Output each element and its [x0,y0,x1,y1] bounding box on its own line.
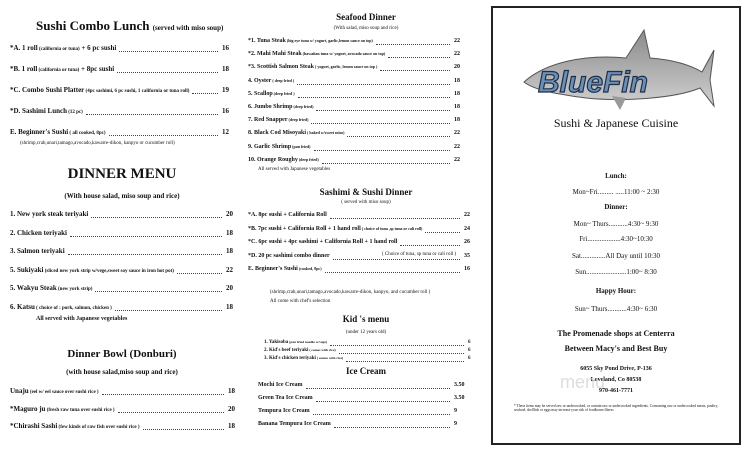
dinner-hours-title: Dinner: [604,203,628,211]
happy-hour-hours: Sun~ Thurs...........4:30~ 6:30 [574,305,658,313]
item-extra: + 6 pc sushi [79,44,117,52]
item-name: *Maguro ju [10,404,46,413]
item-name: 10. Orange Roughy [248,156,298,163]
item-extra: + 8pc sushi [79,65,115,73]
item-name: 6. Katsu [10,302,35,311]
dinner-item [10,266,174,274]
watermark: menu [560,372,606,392]
lunch-title: Lunch: [605,172,627,180]
item-name: 2. Chicken teriyaki [10,228,67,237]
phone-number: 970-461-7771 [599,388,633,394]
leader-dots [325,272,460,273]
item-name: *Chirashi Sashi [10,422,58,430]
item-name: 5. Wakyu Steak [10,284,57,292]
item-name: E. Beginner's Sushi [10,128,69,136]
seafood-subtitle: (With salad, miso soup and rice) [333,26,399,31]
leader-dots [346,361,464,362]
leader-dots [311,123,450,124]
leader-dots [388,57,450,58]
dinner-item [10,303,112,311]
leader-dots [298,97,450,98]
dinner-item [10,229,67,237]
item-description: ( choice of tuna ,sp tuna or cali roll) [360,225,423,231]
seafood-item [248,64,377,70]
item-description: (new york strip) [56,287,93,292]
item-name: *C. Combo Sushi Platter [10,86,85,94]
item-price: 26 [464,239,470,245]
item-price: 18 [454,90,460,97]
item-name: 9. Garlic Shrimp [248,143,292,150]
dinner-hours-2: Sat..............All Day until 10:30 [571,252,661,260]
item-description: (fresh raw tuna over sushi rice ) [45,407,115,413]
seafood-item [248,91,295,97]
item-price: 18 [454,77,460,84]
sashimi-note-c: ( Choice of tuna, sp tuna or cali roll ) [382,252,457,257]
item-description: (deep fried) [287,117,309,123]
seafood-item [248,78,294,84]
item-price: 22 [454,156,460,163]
combo-item [10,65,114,73]
item-price: 22 [454,38,460,44]
dinner-menu-title: DINNER MENU [67,166,177,182]
item-price: 20 [228,404,235,413]
leader-dots [380,70,450,71]
item-name: *B. 1 roll [10,65,38,73]
item-name: *C. 6pc sushi + 4pc sashimi + California Roll + 1 hand roll [248,239,398,245]
item-price: 6 [468,356,471,361]
sashimi-item [248,212,327,218]
item-description: (california or tuna) [37,47,80,52]
item-description: (12 pc) [67,110,83,115]
item-price: 20 [454,64,460,71]
item-price: 22 [464,212,470,218]
dinner-item [10,247,65,255]
leader-dots [334,427,450,428]
seafood-item [248,130,344,136]
logo [516,22,716,112]
icecream-item [258,421,331,427]
item-name: 1. New york steak teriyaki [10,210,89,218]
leader-dots [316,110,450,111]
item-description: (4pc sashimi, 6 pc sushi, 1 california or tuna roll) [84,89,190,94]
kids-item [264,356,343,361]
item-name: *3. Scottish Salmon Steak [248,64,315,71]
item-name: 3. Salmon teriyaki [10,247,65,255]
leader-dots [68,254,222,255]
item-price: 12 [222,128,229,136]
leader-dots [102,394,224,395]
item-price: 6 [468,348,471,353]
icecream-title: Ice Cream [345,366,387,376]
middle-panel [244,0,488,453]
happy-hour-title: Happy Hour: [595,287,637,295]
kids-item [264,348,336,353]
bowl-item [10,405,115,413]
combo-item [10,86,189,94]
leader-dots [313,414,450,415]
leader-dots [425,232,460,233]
item-price: 19 [222,86,229,94]
item-name: *2. Mahi Mahi Steak [248,51,302,58]
dinner-hours-1: Fri...................4:30~10:30 [579,235,653,243]
item-price: 22 [454,51,460,58]
item-description: ( yogurt, garlic, lemon sauce on top ) [314,64,378,70]
item-description: (pan fried noodle w/vege) [288,340,327,344]
dinner-hours-0: Mon~ Thurs...........4:30~ 9:30 [573,220,659,228]
item-name: 5. Sukiyaki [10,265,44,274]
dinner-hours-3: Sun.......................1:00~ 8:30 [575,268,657,276]
combo-subtitle: (served with miso soup) [152,24,224,32]
leader-dots [86,114,218,115]
item-name: 5. Scallop [248,90,273,97]
item-description: ( comes with rice) [308,348,336,352]
item-price: 22 [454,130,460,137]
leader-dots [119,51,218,52]
item-name: Unaju [10,387,29,395]
sashimi-title: Sashimi & Sushi Dinner [319,187,413,197]
seafood-item [248,51,385,57]
leader-dots [297,84,450,85]
combo-item [10,128,106,136]
leader-dots [400,245,460,246]
item-name: *A. 1 roll [10,44,38,52]
item-name: 3. Kid's chicken teriyaki [264,356,316,361]
sashimi-item [248,253,330,259]
fish-logo-icon [516,22,716,112]
sashimi-item [248,239,397,245]
seafood-item [248,104,313,110]
dinner-note: All served with Japanese vegetables [36,316,128,322]
sashimi-subtitle: ( served with miso soup) [341,200,391,205]
leader-dots [306,388,450,389]
icecream-item [258,408,310,414]
combo-note: (shrimp,crab,unari,tamago,avocado,kawarre-dikon, kanpyo or cucumber roll) [20,141,175,146]
bowl-title: Dinner Bowl (Donburi) [67,348,177,360]
dinner-menu-subtitle: (With house salad, miso soup and rice) [64,192,180,200]
item-price: 18 [228,387,235,395]
item-price: 16 [222,44,229,52]
item-price: 16 [222,107,229,115]
address-line-2: Loveland, Co 80538 [590,377,642,383]
leader-dots [70,236,222,237]
item-name: *D. Sashimi Lunch [10,107,67,115]
item-description: (eel w/ eel sauce over sushi rice ) [28,390,99,395]
item-name: 1. Yakisoba [264,340,289,345]
leader-dots [376,44,450,45]
icecream-item [258,395,313,401]
item-price: 16 [464,266,470,272]
sashimi-note: All come with chef's selection [270,299,331,304]
bowl-item [10,422,140,430]
seafood-item [248,157,319,163]
item-description: (sliced new york strip w/vege,sweet soy sauce in iron hot pot) [43,268,174,274]
bowl-item [10,387,99,395]
leader-dots [95,291,222,292]
item-name: *1. Tuna Steak [248,38,286,44]
item-description: (few kinds of raw fish over sushi rice ) [57,425,140,430]
kids-item [264,340,327,345]
item-price: 18 [226,228,233,237]
logo-text: BlueFin [538,66,648,99]
item-price: 20 [226,210,233,218]
item-price: 22 [226,265,233,274]
item-price: 24 [464,225,470,232]
item-name: 7. Red Snapper [248,117,288,124]
item-description: ( baked w/sweet miso) [306,130,345,136]
item-price: 3.50 [454,395,465,401]
leader-dots [177,273,222,274]
dinner-item [10,210,88,218]
item-description: ( choice of : pork, salmon, chicken ) [34,305,112,311]
item-description: (deep fried) [292,104,314,109]
leader-dots [333,259,460,260]
leader-dots [109,135,218,136]
leader-dots [339,353,464,354]
seafood-title: Seafood Dinner [336,12,396,22]
address-line-1: 6055 Sky Pond Drive, P-136 [580,366,652,372]
item-name: E. Beginner's Sushi [248,266,298,272]
item-price: 9 [454,408,457,414]
item-name: 6. Jumbo Shrimp [248,104,293,110]
seafood-item [248,38,373,44]
leader-dots [322,163,450,164]
leader-dots [192,93,218,94]
leader-dots [91,217,222,218]
lunch-hours: Mon~Fri......... .....11:00 ~ 2:30 [572,188,660,196]
disclaimer: * These items may be served raw or undercooked, or contain raw or undercooked ingredients. Consuming raw or undercooked meats, poultry, seafood, shellfish or eggs may increase your risk of foodborne illness [514,404,719,413]
item-price: 20 [226,284,233,292]
item-description: (california or tuna) [37,68,80,73]
restaurant-subtitle: Sushi & Japanese Cuisine [553,116,679,130]
bowl-subtitle: (with house salad,miso soup and rice) [66,368,178,376]
item-price: 6 [468,340,471,345]
item-name: 4. Oyster [248,77,272,84]
leader-dots [115,310,222,311]
item-name: Green Tea Ice Cream [258,395,313,401]
seafood-item [248,144,311,150]
item-price: 18 [454,104,460,110]
item-price: 18 [226,302,233,311]
location-line-2: Between Macy's and Best Buy [564,344,668,353]
item-price: 3.50 [454,382,465,388]
item-name: Banana Tempura Ice Cream [258,421,331,427]
item-name: 2. Kid's beef teriyaki [264,348,309,353]
leader-dots [117,72,218,73]
item-name: *D. 20 pc sashimi combo dinner [248,252,330,259]
item-description: (deep fried ) [272,90,295,96]
leader-dots [143,429,224,430]
item-price: 9 [454,421,457,427]
item-description: ( all cooked, 8pc) [68,131,106,136]
leader-dots [314,150,450,151]
item-price: 35 [464,252,470,259]
item-price: 18 [226,247,233,255]
combo-item [10,44,116,52]
item-description: (deep fried) [297,156,319,162]
seafood-item [248,117,308,123]
sashimi-note-e: (shrimp,crab,unari,tamago,avocado,kawarre-dikon, kanpyo, and cucumber roll ) [270,290,431,295]
combo-item [10,107,83,115]
combo-title: Sushi Combo Lunch (served with miso soup) [36,18,224,33]
leader-dots [316,401,450,402]
item-price: 22 [454,143,460,150]
sashimi-item [248,266,322,272]
item-description: (big eye tuna w/ yogurt, garlic,lemon sauce on top) [285,38,373,43]
item-price: 18 [454,117,460,124]
item-name: Tempura Ice Cream [258,408,310,414]
item-name: 8. Black Cod Misoyaki [248,130,307,137]
item-description: (cooked, 8pc) [297,266,322,271]
sashimi-item [248,226,422,232]
left-panel [0,0,244,453]
item-name: *B. 7pc sushi + California Roll + 1 hand roll [248,225,361,232]
item-description: (pan fried) [291,143,311,149]
leader-dots [330,345,464,346]
icecream-item [258,382,303,388]
leader-dots [347,136,450,137]
location-line-1: The Promenade shops at Centerra [557,329,675,338]
item-description: (hawaiian tuna w/ yogurt, avocado sauce on top) [301,51,386,57]
leader-dots [330,218,460,219]
item-name: Mochi Ice Cream [258,382,303,388]
kids-subtitle: (under 12 years old) [345,330,387,335]
item-description: ( comes with rice) [315,356,344,360]
seafood-note: All served with Japanese vegetables [258,167,331,172]
kids-title: Kid 's menu [342,314,390,324]
item-name: *A. 8pc sushi + California Roll [248,212,327,218]
dinner-item [10,284,92,292]
item-description: ( deep fried ) [271,77,295,83]
item-price: 18 [228,422,235,430]
item-price: 18 [222,65,229,73]
leader-dots [118,412,224,413]
